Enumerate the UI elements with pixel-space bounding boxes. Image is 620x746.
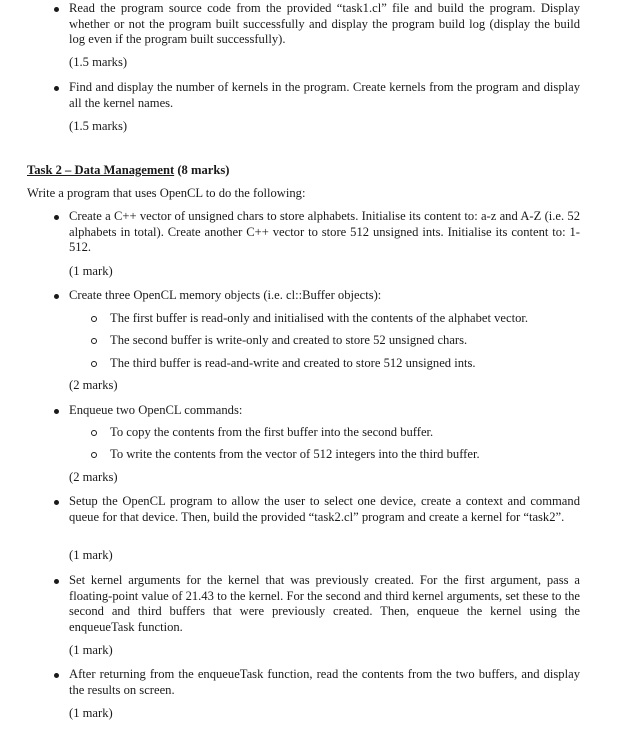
task1-item-build-program-marks: (1.5 marks) — [69, 55, 128, 69]
task2-intro: Write a program that uses OpenCL to do the following: — [27, 186, 306, 200]
task2-item-read-results: After returning from the enqueueTask function, read the contents from the two buffers, and display the results on screen. — [69, 667, 580, 697]
task2-item-read-results-marks: (1 mark) — [69, 706, 113, 720]
task2-item-setup: Setup the OpenCL program to allow the user to select one device, create a context and command queue for that device. Then, build the provided “task2.cl” program and create a kernel for “task2”. — [69, 494, 580, 524]
task2-heading — [27, 163, 229, 179]
task2-subitem-second-buffer: The second buffer is write-only and created to store 52 unsigned chars. — [110, 333, 580, 349]
task2-item-kernel-args: Set kernel arguments for the kernel that was previously created. For the first argument, pass a floating-point value of 21.43 to the kernel. For the second and third kernel arguments, set these to the second and third buffers that were previously created. Then, enqueue the kernel using the enqueueTask function. — [69, 573, 580, 634]
task2-item-setup-marks: (1 mark) — [69, 548, 113, 562]
task2-subitem-copy: To copy the contents from the first buffer into the second buffer. — [110, 425, 580, 441]
task2-item-enqueue-marks: (2 marks) — [69, 470, 118, 484]
task1-item-kernels-marks: (1.5 marks) — [69, 119, 128, 133]
task1-item-kernels: Find and display the number of kernels in the program. Create kernels from the program and display all the kernel names. — [69, 80, 580, 110]
task2-item-buffers-marks: (2 marks) — [69, 378, 118, 392]
task2-subitem-write: To write the contents from the vector of 512 integers into the third buffer. — [110, 447, 580, 463]
task1-item-build-program: Read the program source code from the provided “task1.cl” file and build the program. Display whether or not the program built successfully and display the program build log (display the build log even if the program built successfully). — [69, 1, 580, 46]
task2-heading-marks: (8 marks) — [174, 163, 230, 177]
task2-item-vectors: Create a C++ vector of unsigned chars to store alphabets. Initialise its content to: a-z and A-Z (i.e. 52 alphabets in total). Create another C++ vector to store 512 unsigned ints. Initialise its content to: 1-512. — [69, 209, 580, 254]
task2-subitem-first-buffer: The first buffer is read-only and initialised with the contents of the alphabet vector. — [110, 311, 580, 327]
task2-item-kernel-args-marks: (1 mark) — [69, 643, 113, 657]
task2-subitem-third-buffer: The third buffer is read-and-write and created to store 512 unsigned ints. — [110, 356, 580, 372]
task2-item-vectors-marks: (1 mark) — [69, 264, 113, 278]
task2-heading-title: Task 2 – Data Management — [27, 163, 175, 177]
task2-item-buffers: Create three OpenCL memory objects (i.e. cl::Buffer objects): — [69, 288, 580, 304]
task2-item-enqueue: Enqueue two OpenCL commands: — [69, 403, 580, 419]
